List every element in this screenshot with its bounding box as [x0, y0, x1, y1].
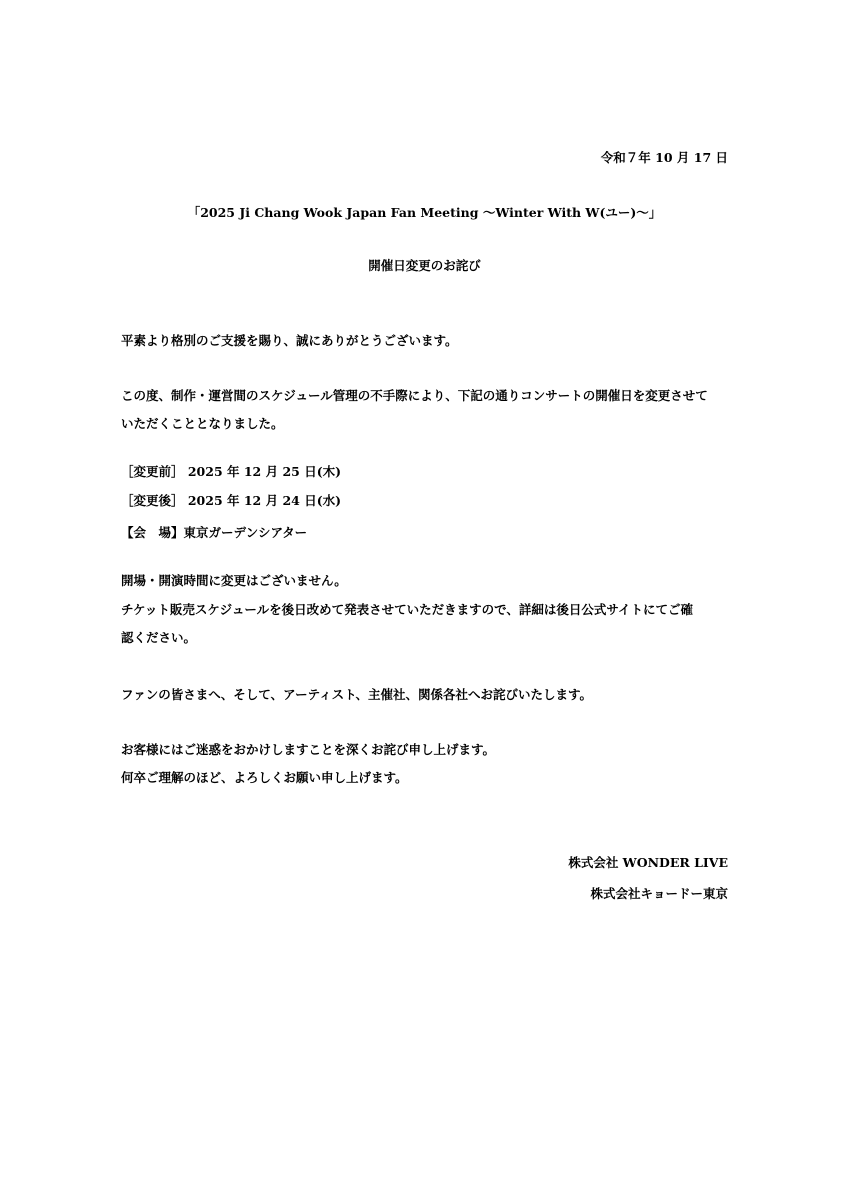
company-wonder-live: 株式会社 WONDER LIVE — [568, 855, 728, 870]
venue-info: 【会 場】東京ガーデンシアター — [121, 525, 308, 540]
greeting-text: 平素より格別のご支援を賜り、誠にありがとうございます。 — [121, 333, 458, 348]
ticket-info-line1: チケット販売スケジュールを後日改めて発表させていただきますので、詳細は後日公式サイトにてご確 — [121, 602, 694, 617]
event-title: 「2025 Ji Chang Wook Japan Fan Meeting ～Winter With W(ユー)～」 — [187, 205, 662, 220]
closing-request: 何卒ご理解のほど、よろしくお願い申し上げます。 — [121, 770, 408, 785]
notice-subtitle: 開催日変更のお詫び — [368, 258, 481, 273]
date-before-change: ［変更前］ 2025 年 12 月 25 日(木) — [121, 464, 342, 479]
date-after-change: ［変更後］ 2025 年 12 月 24 日(水) — [121, 493, 342, 508]
issue-date: 令和７年 10 月 17 日 — [600, 150, 728, 165]
notice-text-line2: いただくこととなりました。 — [121, 416, 284, 431]
ticket-info-line2: 認ください。 — [121, 630, 197, 645]
company-kyodo-tokyo: 株式会社キョードー東京 — [590, 886, 728, 901]
apology-fans: ファンの皆さまへ、そして、アーティスト、主催社、関係各社へお詫びいたします。 — [121, 687, 593, 702]
apology-customers: お客様にはご迷惑をおかけしますことを深くお詫び申し上げます。 — [121, 742, 496, 757]
time-note: 開場・開演時間に変更はございません。 — [121, 573, 347, 588]
notice-text-line1: この度、制作・運営間のスケジュール管理の不手際により、下記の通りコンサートの開催日を変更させて — [121, 388, 708, 403]
